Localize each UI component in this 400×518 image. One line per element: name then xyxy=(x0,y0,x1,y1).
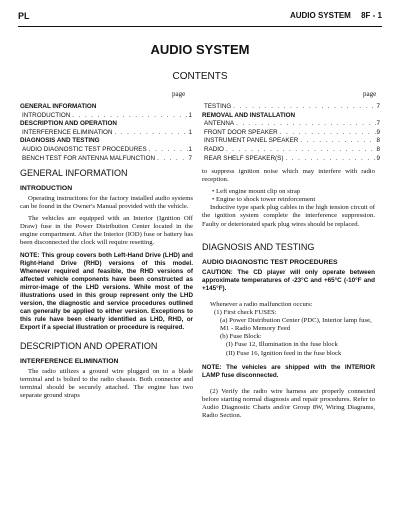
toc-entry-label: BENCH TEST FOR ANTENNA MALFUNCTION xyxy=(22,154,156,162)
toc-entry-page: 7 xyxy=(376,120,380,128)
step-1: (1) First check FUSES: xyxy=(214,309,277,317)
page-title: AUDIO SYSTEM xyxy=(150,42,250,57)
toc-leader-dots xyxy=(231,103,376,112)
diagnosis-testing-heading: DIAGNOSIS AND TESTING xyxy=(202,241,315,252)
toc-entry-page: 9 xyxy=(376,128,380,136)
description-operation-heading: DESCRIPTION AND OPERATION xyxy=(20,340,158,351)
toc-leader-dots xyxy=(147,146,189,155)
toc-page-label-left: page xyxy=(172,90,186,98)
interior-lamp-note: NOTE: The vehicles are shipped with the INTERIOR LAMP fuse disconnected. xyxy=(202,363,375,379)
bullet-left-engine-mount: • Left engine mount clip on strap xyxy=(212,188,301,196)
toc-leader-dots xyxy=(70,112,188,121)
cd-player-caution: CAUTION: The CD player will only operate between approximate temperatures of -23°C and +65°C (-10°F and +145°F). xyxy=(202,268,375,292)
introduction-heading: INTRODUCTION xyxy=(20,185,73,192)
toc-entry xyxy=(202,120,380,129)
toc-entry-page: 9 xyxy=(376,154,380,162)
bullet-engine-shock-tower: • Engine to shock tower reinforcement xyxy=(212,196,316,204)
header-page-ref: 8F - 1 xyxy=(361,11,382,20)
toc-entry-page: 1 xyxy=(188,111,192,119)
right-text-column xyxy=(202,168,375,424)
toc-leader-dots xyxy=(298,137,376,146)
left-text-column xyxy=(20,168,193,404)
lhd-rhd-note: NOTE: This group covers both Left-Hand Drive (LHD) and Right-Hand Drive (RHD) versions of this model. Whenever required and feasible, the RHD versions of affected vehicle components have been constructed as mirror-image of the LHD versions. While most of the illustrations used in this group represent only the LHD version, the diagnostic and service procedures outlined can generally be applied to either version. Exceptions to this rule have been clearly identified as LHD, RHD, or Export if a special illustration or procedure is required. xyxy=(20,251,193,332)
introduction-paragraph-2: The vehicles are equipped with an Interior (Ignition Off Draw) fuse in the Power Distribution Center located in the engine compartment. After the Interior (IOD) fuse or battery has been disconnected the clock will require resetting. xyxy=(20,215,193,247)
toc-section-heading: GENERAL INFORMATION xyxy=(20,103,97,110)
toc-entry-page: 8 xyxy=(376,137,380,145)
toc-entry xyxy=(20,129,192,138)
toc-entry-page: 1 xyxy=(188,145,192,153)
toc-entry-label: AUDIO DIAGNOSTIC TEST PROCEDURES xyxy=(22,145,147,153)
toc-leader-dots xyxy=(234,120,376,129)
header-section-info xyxy=(282,11,382,20)
toc-entry xyxy=(202,155,380,164)
toc-entry-label: TESTING xyxy=(204,103,232,110)
toc-left-column xyxy=(20,103,192,163)
step-2: (2) Verify the radio wire harness are properly connected before starting normal diagnosis and repair procedures. Refer to Audio Diagnostic Charts and/or Group 8W, Wiring Diagrams, Radio Section. xyxy=(202,387,375,420)
general-information-heading: GENERAL INFORMATION xyxy=(20,168,128,178)
toc-entry-page: 8 xyxy=(376,145,380,153)
toc-entry xyxy=(202,103,380,112)
step-1b-ii: (II) Fuse 16, Ignition feed in the fuse block xyxy=(226,349,342,357)
header-section-title: AUDIO SYSTEM xyxy=(289,11,351,20)
toc-entry-label: REAR SHELF SPEAKER(S) xyxy=(204,154,284,162)
step-1b-i: (I) Fuse 12, Illumination in the fuse block xyxy=(226,341,338,349)
toc-entry-page: 7 xyxy=(376,103,380,110)
toc-entry xyxy=(20,146,192,155)
page-header xyxy=(18,8,382,27)
toc-section-heading: DESCRIPTION AND OPERATION xyxy=(20,120,117,128)
interference-elimination-heading: INTERFERENCE ELIMINATION xyxy=(20,357,119,365)
toc-leader-dots xyxy=(113,129,189,138)
toc-entry xyxy=(20,155,192,164)
toc-entry-page: 7 xyxy=(188,154,192,162)
toc-section-heading: REMOVAL AND INSTALLATION xyxy=(202,111,296,119)
toc-leader-dots xyxy=(283,155,376,164)
toc-entry xyxy=(202,137,380,146)
toc-entry-label: INTERFERENCE ELIMINATION xyxy=(22,128,113,136)
contents-heading: CONTENTS xyxy=(172,71,228,82)
toc-right-column xyxy=(202,103,380,163)
toc-entry-label: ANTENNA xyxy=(204,120,235,128)
interference-paragraph: The radio utilizes a ground wire plugged on to a blade terminal and is bolted to the radio chassis. Both connector and terminal should be securely attached. The engine has two separate ground straps xyxy=(20,367,193,399)
toc-leader-dots xyxy=(278,129,377,138)
toc-entry-label: INTRODUCTION xyxy=(22,111,71,119)
audio-diagnostic-heading: AUDIO DIAGNOSTIC TEST PROCEDURES xyxy=(202,258,338,266)
continued-paragraph: to suppress ignition noise which may interfere with radio reception. xyxy=(202,168,375,184)
toc-leader-dots xyxy=(155,155,188,164)
malfunction-intro: Whenever a radio malfunction occurs: xyxy=(210,300,313,308)
toc-entry-label: INSTRUMENT PANEL SPEAKER xyxy=(204,137,299,145)
introduction-paragraph-1: Operating instructions for the factory installed audio systems can be found in the Owner's Manual provided with the vehicle. xyxy=(20,195,193,211)
step-1a: (a) Power Distribution Center (PDC), Interior lamp fuse, M1 - Radio Memory Feed xyxy=(220,317,372,333)
toc-entry xyxy=(202,129,380,138)
step-1b: (b) Fuse Block: xyxy=(220,333,262,341)
toc-section-heading: DIAGNOSIS AND TESTING xyxy=(20,137,100,145)
spark-plug-paragraph: Inductive type spark plug cables in the high tension circuit of the ignition system complete the interference suppression. Faulty or deteriorated spark plug wires should be replaced. xyxy=(202,204,375,228)
toc-page-label-right: page xyxy=(363,90,377,98)
toc-entry xyxy=(20,112,192,121)
toc-entry-page: 1 xyxy=(188,128,192,136)
model-code: PL xyxy=(18,11,30,21)
toc-entry xyxy=(202,146,380,155)
toc-entry-label: RADIO xyxy=(204,145,224,153)
toc-leader-dots xyxy=(224,146,377,155)
toc-entry-label: FRONT DOOR SPEAKER xyxy=(204,128,278,136)
